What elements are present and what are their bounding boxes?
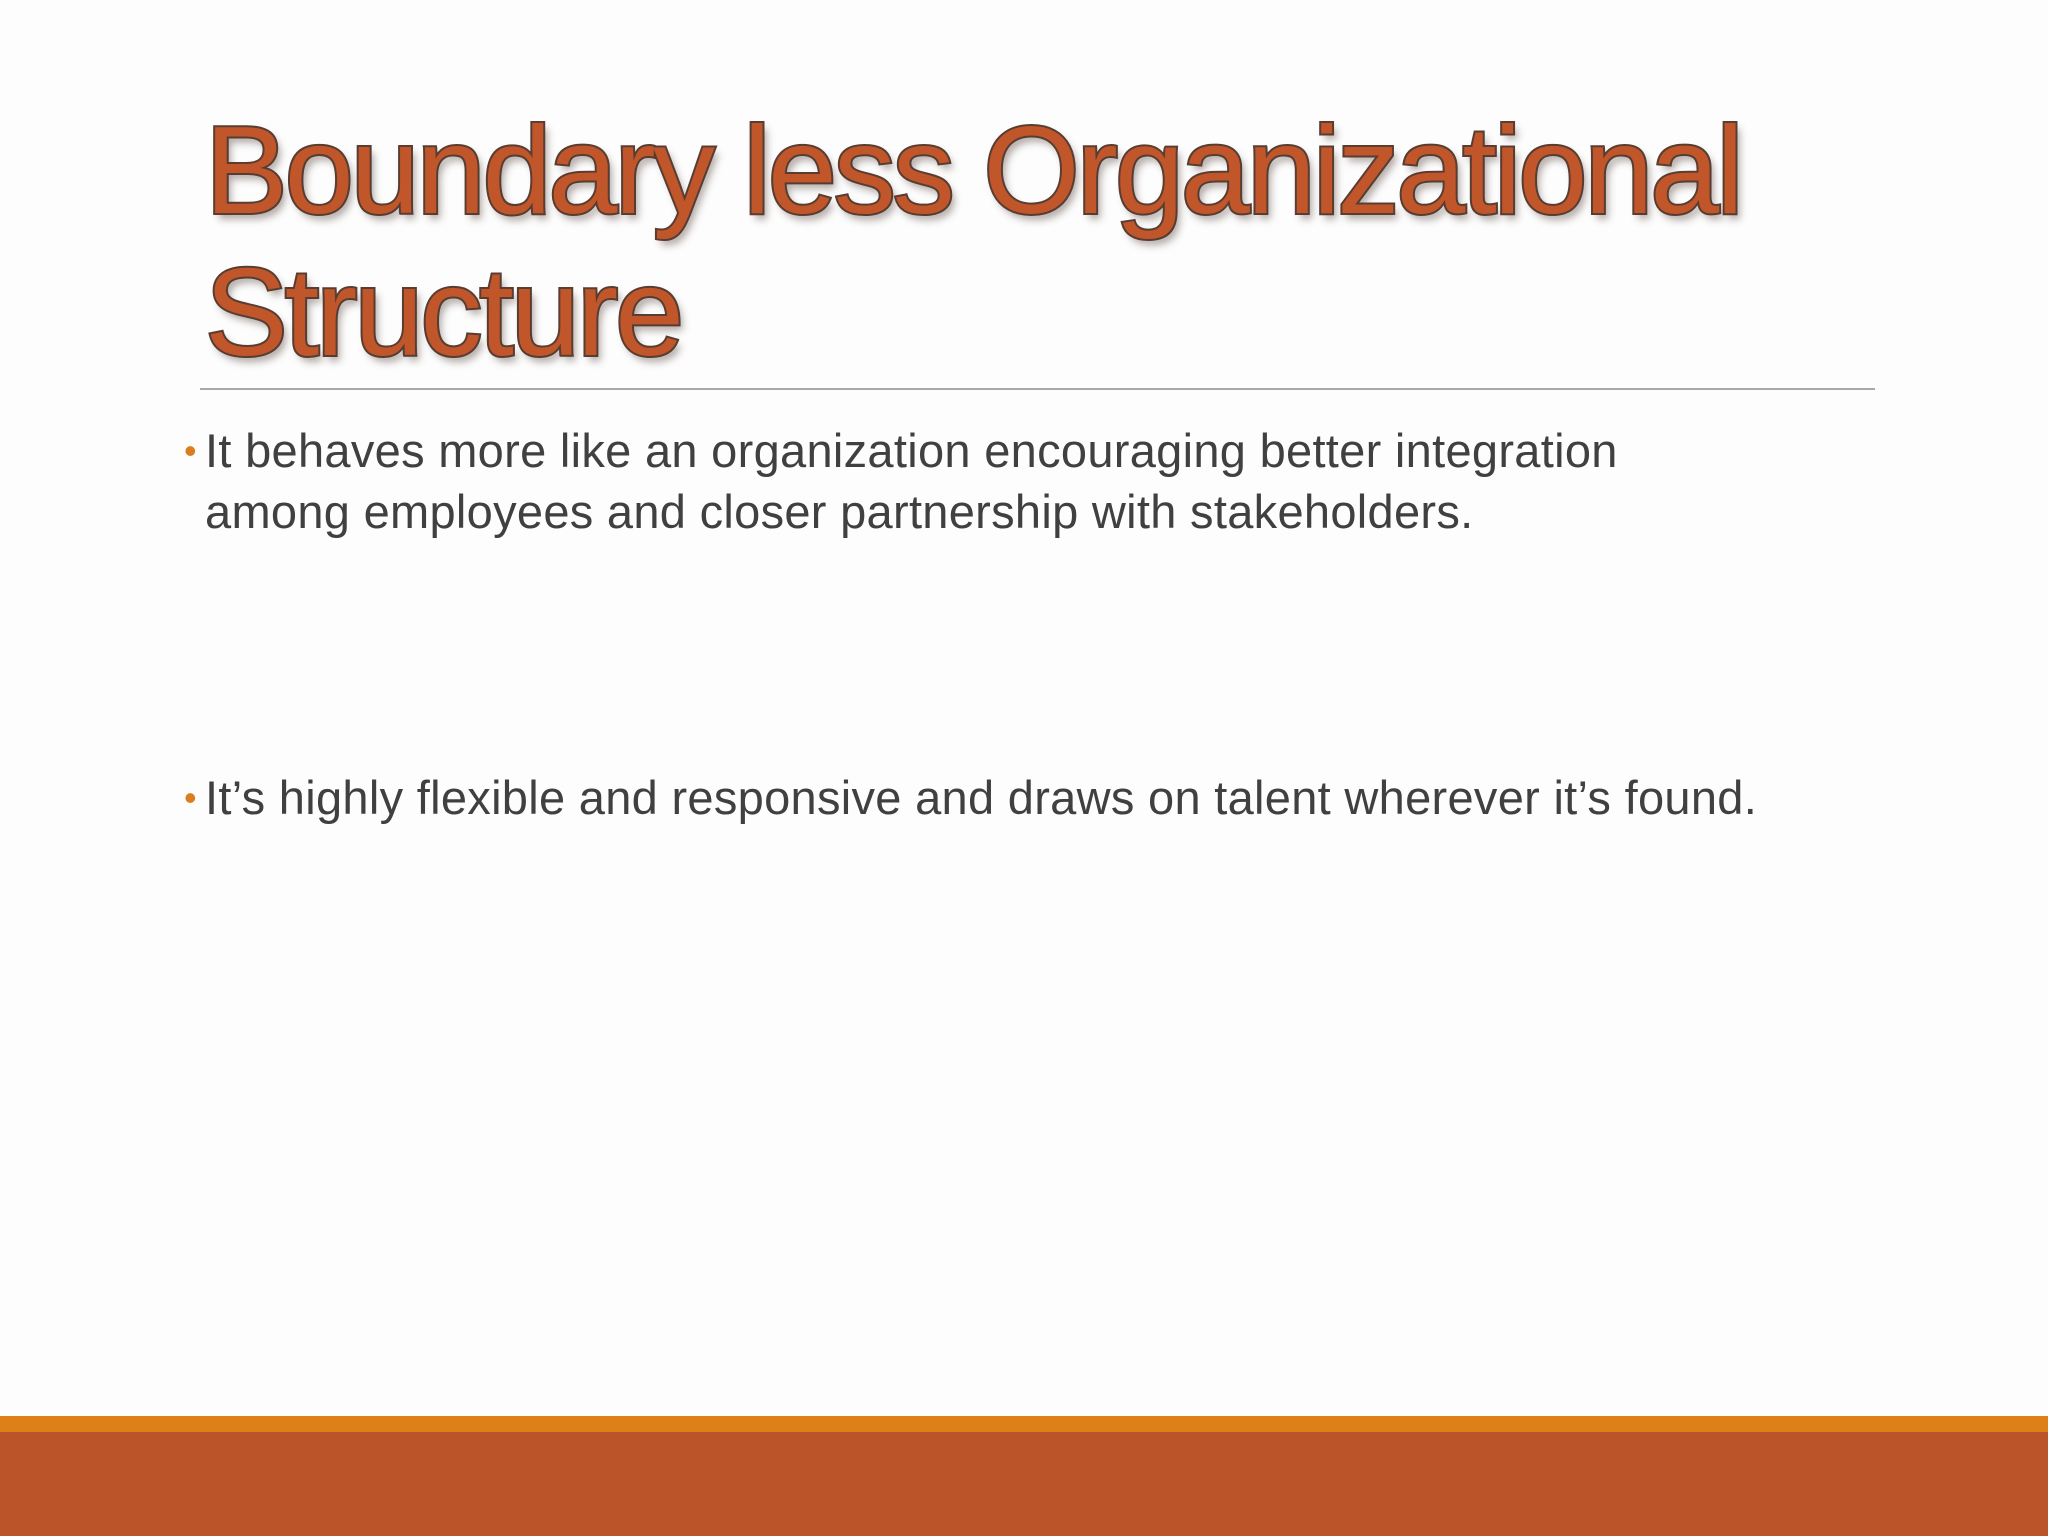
footer-band (0, 1416, 2048, 1536)
bullet-item (184, 767, 1764, 828)
bullet-marker: • (184, 430, 197, 471)
bullet-list (184, 420, 1764, 828)
slide-title: Boundary less Organizational Structure (205, 102, 1741, 382)
bullet-item (184, 420, 1764, 542)
title-divider (200, 388, 1875, 390)
bullet-text: It behaves more like an organization encouraging better integration among employees and closer partnership with stakeholders. (205, 424, 1618, 538)
bullet-marker: • (184, 777, 197, 818)
footer-accent-stripe (0, 1416, 2048, 1432)
footer-bar (0, 1432, 2048, 1536)
bullet-text: It’s highly flexible and responsive and draws on talent wherever it’s found. (205, 771, 1758, 824)
